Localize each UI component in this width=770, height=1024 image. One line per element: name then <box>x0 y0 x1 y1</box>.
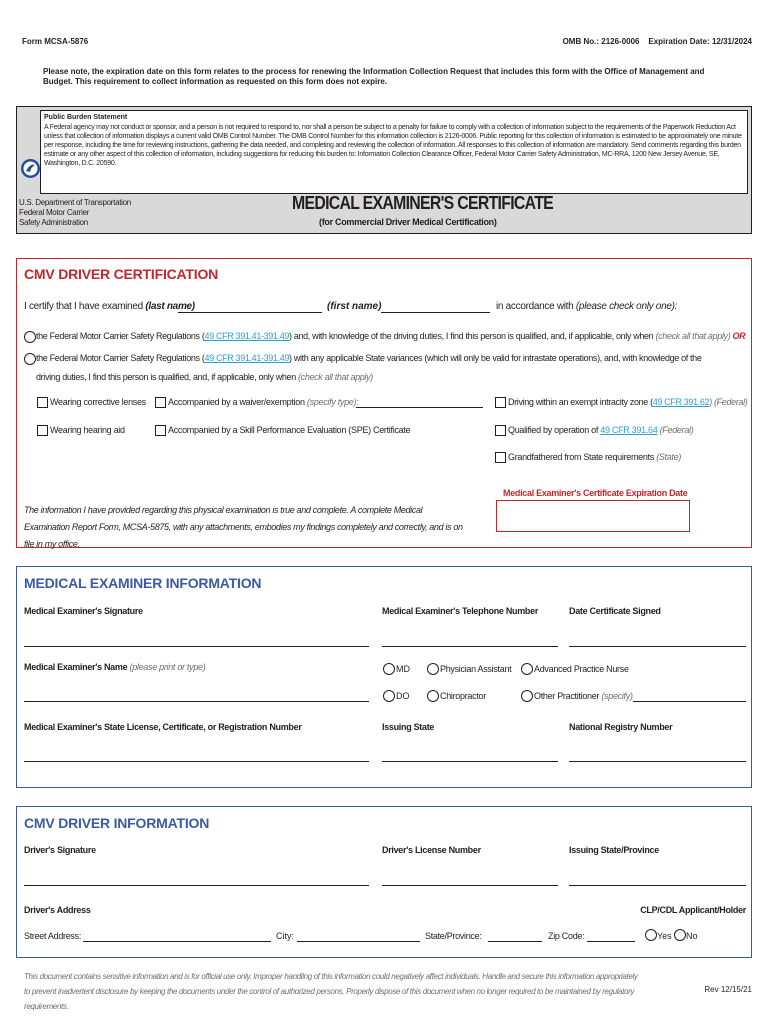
chiropractor-label: Chiropractor <box>440 691 486 701</box>
clp-yes-label: Yes <box>657 931 672 941</box>
registry-number-label: National Registry Number <box>569 722 673 732</box>
other-practitioner-label: Other Practitioner (specify) <box>534 691 633 701</box>
intracity-zone-label: Driving within an exempt intracity zone (49 CFR 391.62) (Federal) <box>508 397 748 407</box>
grandfathered-label: Grandfathered from State requirements (State) <box>508 452 682 462</box>
waiver-label: Accompanied by a waiver/exemption (specify type): <box>168 397 359 407</box>
state-province-label: State/Province: <box>425 931 482 941</box>
examiner-phone-field[interactable] <box>382 646 558 647</box>
do-radio[interactable] <box>383 690 395 702</box>
grandfathered-checkbox[interactable] <box>495 452 506 463</box>
issuing-state-label: Issuing State <box>382 722 435 732</box>
medical-examiner-heading: MEDICAL EXAMINER INFORMATION <box>24 575 262 591</box>
form-number: Form MCSA-5876 <box>22 37 89 46</box>
advanced-practice-nurse-label: Advanced Practice Nurse <box>534 664 629 674</box>
corrective-lenses-label: Wearing corrective lenses <box>50 397 146 407</box>
md-label: MD <box>396 664 410 674</box>
certify-line: I certify that I have examined (last name) <box>24 301 195 312</box>
spe-checkbox[interactable] <box>155 425 166 436</box>
city-field[interactable] <box>297 941 420 942</box>
omb-number: OMB No.: 2126-0006 Expiration Date: 12/31/2024 <box>562 37 752 46</box>
examiner-phone-label: Medical Examiner's Telephone Number <box>382 606 539 616</box>
state-variances-option-cont: driving duties, I find this person is qualified, and, if applicable, only when (check all that apply) <box>36 372 373 382</box>
cfr-link[interactable]: 49 CFR 391.64 <box>600 425 658 435</box>
burden-statement-box <box>40 110 748 194</box>
cmv-certification-heading: CMV DRIVER CERTIFICATION <box>24 266 219 282</box>
medical-examiner-section <box>16 566 752 788</box>
date-signed-label: Date Certificate Signed <box>569 606 661 616</box>
waiver-checkbox[interactable] <box>155 397 166 408</box>
accordance-text: in accordance with (please check only one): <box>496 301 678 312</box>
federal-regs-option: the Federal Motor Carrier Safety Regulations (49 CFR 391.41-391.49) and, with knowledge of the driving duties, I find this person is qualified, and, if applicable, only when (check all that apply) OR <box>36 331 746 341</box>
examiner-name-field[interactable] <box>24 701 369 702</box>
clp-no-label: No <box>686 931 698 941</box>
driver-license-label: Driver's License Number <box>382 845 481 855</box>
state-variances-radio[interactable] <box>24 353 36 365</box>
issuing-state-field[interactable] <box>382 761 558 762</box>
advanced-practice-nurse-radio[interactable] <box>521 663 533 675</box>
other-practitioner-field[interactable] <box>633 701 746 702</box>
state-province-field[interactable] <box>488 941 542 942</box>
page-subtitle: (for Commercial Driver Medical Certification) <box>319 217 497 227</box>
waiver-type-field[interactable] <box>356 407 483 408</box>
agency-name: U.S. Department of Transportation Federal Motor Carrier Safety Administration <box>19 198 131 227</box>
physician-assistant-label: Physician Assistant <box>440 664 512 674</box>
clp-cdl-label: CLP/CDL Applicant/Holder <box>640 905 746 915</box>
cfr-link[interactable]: 49 CFR 391.41-391.49 <box>204 331 290 341</box>
examiner-name-label: Medical Examiner's Name (please print or type) <box>24 662 206 672</box>
issuing-province-label: Issuing State/Province <box>569 845 659 855</box>
last-name-field[interactable] <box>178 312 322 313</box>
chiropractor-radio[interactable] <box>427 690 439 702</box>
date-signed-field[interactable] <box>569 646 746 647</box>
driver-information-heading: CMV DRIVER INFORMATION <box>24 815 210 831</box>
md-radio[interactable] <box>383 663 395 675</box>
page-title: MEDICAL EXAMINER'S CERTIFICATE <box>292 193 554 213</box>
issuing-province-field[interactable] <box>569 885 746 886</box>
expiration-date-field[interactable] <box>496 500 690 532</box>
burden-title: Public Burden Statement <box>44 114 128 121</box>
dot-logo-icon <box>21 159 40 178</box>
intracity-zone-checkbox[interactable] <box>495 397 506 408</box>
burden-text: A Federal agency may not conduct or sponsor, and a person is not required to respond to, nor shall a person be subject to a penalty for failure to comply with a collection of information subject to the requirements of the Paperwork Reduction Act unless that collection of information displays a current valid OMB Control Number. The OMB Control Number for this information collection is 2126-0006. Public reporting for this collection of information is estimated to be approximately one minute per response, including the time for reviewing instructions, gathering the data needed, and completing and reviewing the collection of information. All responses to this collection of information are mandatory. Send comments regarding this burden estimate or any other aspect of this collection of information, including suggestions for reducing this burden to: Information Collection Clearance Officer, Federal Motor Carrier Safety Administration, MC-RRA, 1200 New Jersey Avenue, SE, Washington, D.C. 20590. <box>44 124 742 167</box>
first-name-field[interactable] <box>381 312 490 313</box>
footer-disclaimer: This document contains sensitive information and is for official use only. Improper handling of this information could negatively affect individuals. Handle and secure this information appropriately to prevent inadvertent disclosure by keeping the documents under the control of authorized persons. Properly dispose of this document when no longer required to be maintained by regulatory requirements. <box>24 972 638 1011</box>
cfr-link[interactable]: 49 CFR 391.41-391.49 <box>204 353 290 363</box>
zip-code-label: Zip Code: <box>548 931 585 941</box>
qualified-operation-checkbox[interactable] <box>495 425 506 436</box>
street-address-field[interactable] <box>83 941 271 942</box>
cfr-link[interactable]: 49 CFR 391.62 <box>652 397 710 407</box>
examiner-signature-field[interactable] <box>24 646 369 647</box>
city-label: City: <box>276 931 294 941</box>
qualified-operation-label: Qualified by operation of 49 CFR 391.64 (Federal) <box>508 425 694 435</box>
license-number-label: Medical Examiner's State License, Certificate, or Registration Number <box>24 722 302 732</box>
expiration-notice: Please note, the expiration date on this form relates to the process for renewing the Information Collection Request that includes this form with the Office of Management and Budget. This requirement to collect information as requested on this form does not expire. <box>43 67 705 86</box>
federal-regs-radio[interactable] <box>24 331 36 343</box>
driver-license-field[interactable] <box>382 885 558 886</box>
physician-assistant-radio[interactable] <box>427 663 439 675</box>
revision-date: Rev 12/15/21 <box>704 985 752 994</box>
registry-number-field[interactable] <box>569 761 746 762</box>
driver-signature-label: Driver's Signature <box>24 845 96 855</box>
state-variances-option: the Federal Motor Carrier Safety Regulations (49 CFR 391.41-391.49) with any applicable State variances (which will only be valid for intrastate operations), and, with knowledge of the <box>36 353 702 363</box>
spe-label: Accompanied by a Skill Performance Evaluation (SPE) Certificate <box>168 425 411 435</box>
other-practitioner-radio[interactable] <box>521 690 533 702</box>
examiner-signature-label: Medical Examiner's Signature <box>24 606 143 616</box>
street-address-label: Street Address: <box>24 931 82 941</box>
expiration-date-label: Medical Examiner's Certificate Expiration Date <box>503 488 688 498</box>
clp-yes-radio[interactable] <box>645 929 657 941</box>
first-name-label: (first name) <box>327 301 382 312</box>
hearing-aid-label: Wearing hearing aid <box>50 425 125 435</box>
zip-code-field[interactable] <box>587 941 635 942</box>
license-number-field[interactable] <box>24 761 369 762</box>
hearing-aid-checkbox[interactable] <box>37 425 48 436</box>
title-block <box>16 106 752 234</box>
do-label: DO <box>396 691 410 701</box>
driver-address-label: Driver's Address <box>24 905 91 915</box>
clp-no-radio[interactable] <box>674 929 686 941</box>
certification-statement: The information I have provided regarding this physical examination is true and complete. A complete Medical Examination Report Form, MCSA-5875, with any attachments, embodies my findings completely and correctly, and is on file in my office. <box>24 505 463 549</box>
corrective-lenses-checkbox[interactable] <box>37 397 48 408</box>
driver-signature-field[interactable] <box>24 885 369 886</box>
